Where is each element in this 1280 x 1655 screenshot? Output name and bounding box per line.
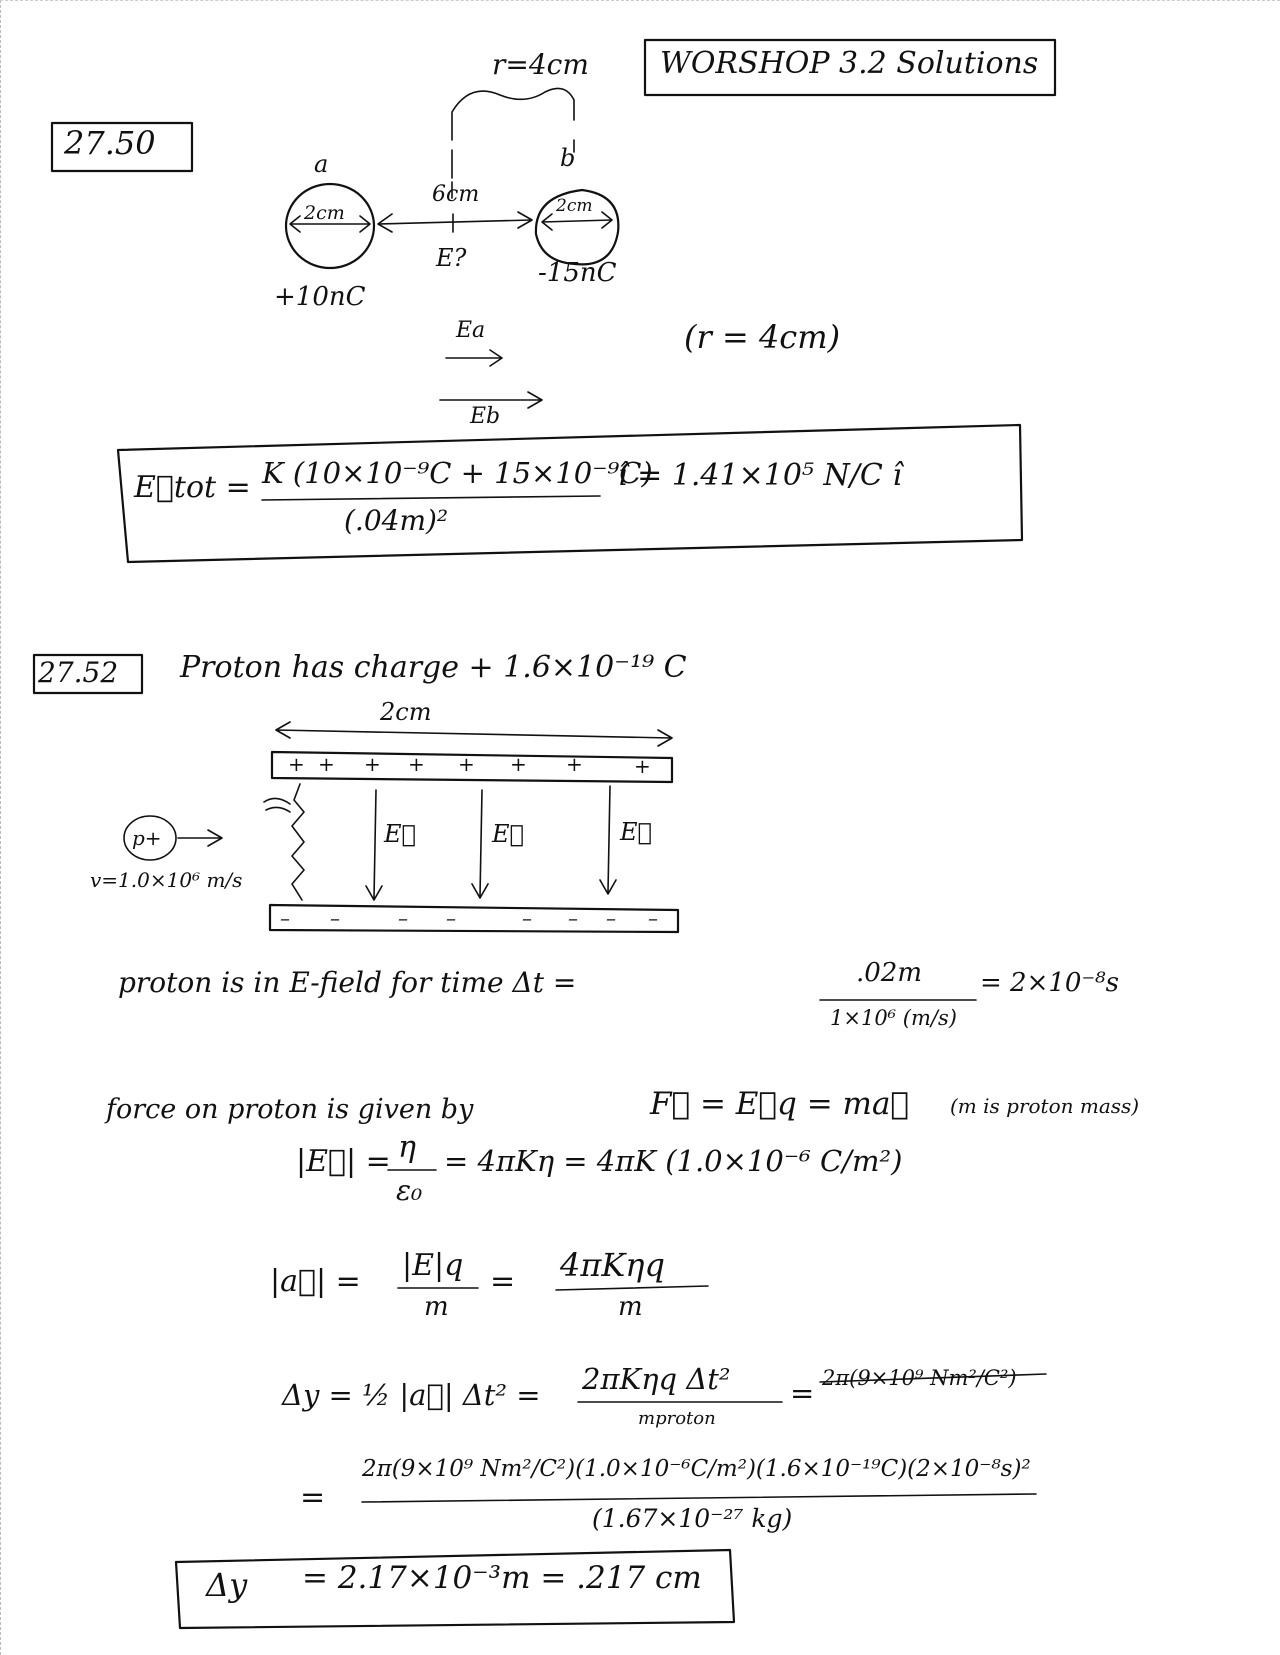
scribble-mark xyxy=(264,798,290,812)
page-title: WORSHOP 3.2 Solutions xyxy=(660,46,1039,81)
field-arrow-3 xyxy=(600,786,616,894)
e-mag-numerator: η xyxy=(398,1130,416,1165)
field-arrow-2 xyxy=(472,790,488,898)
plate-length-arrow xyxy=(276,722,672,746)
minus-sign: – xyxy=(522,906,532,930)
field-arrow-1 xyxy=(366,790,382,900)
dy-equals: = xyxy=(790,1376,815,1410)
a-fraction-bar-2 xyxy=(556,1286,708,1290)
ea-arrow xyxy=(446,350,502,366)
sub-equals: = xyxy=(300,1480,326,1515)
dy-numerator: 2πKηq Δt² xyxy=(582,1362,731,1396)
sphere-b-diameter: 2cm xyxy=(556,196,593,216)
plus-sign: + xyxy=(408,752,425,776)
ea-label: Ea xyxy=(456,318,486,343)
final-lhs: Δy xyxy=(206,1566,248,1604)
dy-struck-text: 2π(9×10⁹ Nm²/C²) xyxy=(822,1366,1017,1390)
field-label: E⃗ xyxy=(492,820,524,848)
time-result: = 2×10⁻⁸s xyxy=(980,968,1119,998)
plus-sign: + xyxy=(318,752,335,776)
accel-numerator-1: |E|q xyxy=(402,1248,464,1283)
fraction-bar-1 xyxy=(262,496,600,500)
force-note: (m is proton mass) xyxy=(950,1094,1140,1118)
result1-denominator: (.04m)² xyxy=(344,504,449,537)
charge-a: +10nC xyxy=(274,282,366,312)
minus-sign: – xyxy=(280,906,290,930)
result1-numerator: K (10×10⁻⁹C + 15×10⁻⁹C) xyxy=(262,456,653,490)
e-mag-denominator: ε₀ xyxy=(396,1174,423,1207)
plus-sign: + xyxy=(364,752,381,776)
plate-length-label: 2cm xyxy=(380,698,432,726)
plus-sign: + xyxy=(510,752,527,776)
minus-sign: – xyxy=(330,906,340,930)
minus-sign: – xyxy=(568,906,578,930)
field-question: E? xyxy=(436,244,467,272)
sphere-a xyxy=(286,184,374,268)
r-label: r=4cm xyxy=(492,48,589,81)
minus-sign: – xyxy=(606,906,616,930)
e-mag-lhs: |E⃗| = xyxy=(296,1144,391,1179)
proton-label: p+ xyxy=(132,826,162,850)
accel-denominator-2: m xyxy=(618,1292,643,1322)
force-text: force on proton is given by xyxy=(106,1094,474,1125)
problem1-number: 27.50 xyxy=(64,124,156,162)
time-numerator: .02m xyxy=(856,958,923,988)
eb-label: Eb xyxy=(470,404,501,429)
accel-denominator-1: m xyxy=(424,1292,449,1322)
dy-lhs: Δy = ½ |a⃗| Δt² = xyxy=(282,1378,541,1412)
sub-numerator: 2π(9×10⁹ Nm²/C²)(1.0×10⁻⁶C/m²)(1.6×10⁻¹⁹C)(2×10⁻⁸s)² xyxy=(362,1456,1031,1482)
separation-line xyxy=(378,212,532,232)
e-mag-rhs: = 4πKη = 4πK (1.0×10⁻⁶ C/m²) xyxy=(444,1144,903,1178)
dy-denominator: mproton xyxy=(638,1408,716,1429)
time-denominator: 1×10⁶ (m/s) xyxy=(830,1006,957,1030)
minus-sign: – xyxy=(398,906,408,930)
time-text: proton is in E-field for time Δt = xyxy=(118,966,577,999)
field-label: E⃗ xyxy=(384,820,416,848)
minus-sign: – xyxy=(446,906,456,930)
sphere-a-label: a xyxy=(314,150,329,178)
problem2-statement: Proton has charge + 1.6×10⁻¹⁹ C xyxy=(180,650,687,685)
plus-sign: + xyxy=(458,752,475,776)
problem2-number: 27.52 xyxy=(38,656,119,689)
plus-sign: + xyxy=(288,752,305,776)
result1-rhs: î = 1.41×10⁵ N/C î xyxy=(618,458,902,493)
sub-denominator: (1.67×10⁻²⁷ kg) xyxy=(592,1504,793,1533)
result1-lhs: E⃗tot = xyxy=(134,470,251,505)
result-box-1 xyxy=(118,425,1022,562)
sphere-a-diameter: 2cm xyxy=(304,202,345,224)
accel-lhs: |a⃗| = xyxy=(270,1264,361,1299)
minus-sign: – xyxy=(648,906,658,930)
accel-equals: = xyxy=(490,1264,516,1299)
plus-sign: + xyxy=(566,752,583,776)
separation-label: 6cm xyxy=(432,182,480,207)
scribble-edge xyxy=(292,784,304,900)
proton-arrow xyxy=(178,830,222,846)
r-note: (r = 4cm) xyxy=(684,318,841,356)
final-rhs: = 2.17×10⁻³m = .217 cm xyxy=(302,1560,702,1596)
plus-sign: + xyxy=(634,754,651,778)
charge-b: -15nC xyxy=(538,258,617,288)
accel-numerator-2: 4πKηq xyxy=(560,1246,665,1284)
sub-fraction-bar xyxy=(362,1494,1036,1502)
field-label: E⃗ xyxy=(620,818,652,846)
sphere-b-label: b xyxy=(560,144,576,172)
velocity-label: v=1.0×10⁶ m/s xyxy=(90,868,243,892)
force-equation: F⃗ = E⃗q = ma⃗ xyxy=(650,1086,910,1122)
